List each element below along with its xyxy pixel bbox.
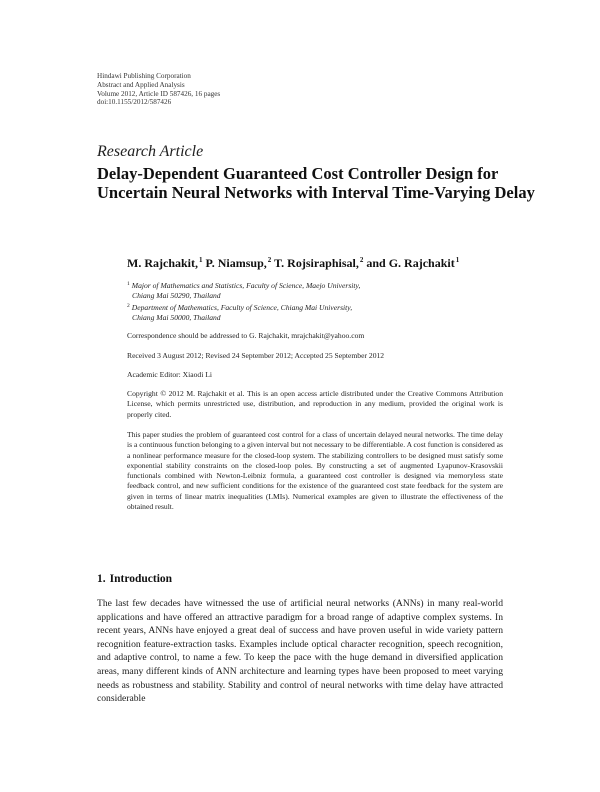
affiliation-line: Major of Mathematics and Statistics, Faculty of Science, Maejo University, xyxy=(131,281,361,290)
section-title: Introduction xyxy=(109,573,173,585)
paper-title: Delay-Dependent Guaranteed Cost Controller Design for Uncertain Neural Networks with Interval Time-Varying Delay xyxy=(97,164,535,203)
author-affiliation-mark: 2 xyxy=(359,256,364,264)
section-body: The last few decades have witnessed the use of artificial neural networks (ANNs) in many real-world applications and have offered an attractive paradigm for a broad range of adaptive complex systems. In recent years, ANNs have enjoyed a great deal of success and have proven useful in wide variety pattern recognition feature-extraction tasks. Examples include optical character recognition, speech recognition, and adaptive control, to name a few. To keep the pace with the huge demand in diversified application areas, many different kinds of ANN architecture and learning types have been proposed to meet varying needs as robustness and stability. Stability and control of neural networks with time delay have attracted considerable xyxy=(97,598,503,705)
author-list xyxy=(127,256,459,271)
volume-info: Volume 2012, Article ID 587426, 16 pages xyxy=(97,89,221,98)
affiliation-line: Chiang Mai 50000, Thailand xyxy=(132,313,221,323)
author-joiner: and xyxy=(366,256,386,270)
affiliation-line: Chiang Mai 50290, Thailand xyxy=(132,291,221,301)
author-affiliation-mark: 1 xyxy=(199,256,203,264)
section-number: 1. xyxy=(97,573,106,585)
abstract: This paper studies the problem of guaranteed cost control for a class of uncertain delayed neural networks. The time delay is a continuous function belonging to a given interval but not necessary to be differentiable. A cost function is considered as a nonlinear performance measure for the closed-loop system. The stabilizing controllers to be designed must satisfy some exponential stability constraints on the closed-loop poles. By constructing a set of augmented Lyapunov-Krasovskii functionals combined with Newton-Leibniz formula, a guaranteed cost controller is designed via memoryless state feedback control, and new sufficient conditions for the existence of the guaranteed cost state feedback for the system are given in terms of linear matrix inequalities (LMIs). Numerical examples are given to illustrate the effectiveness of the obtained result. xyxy=(127,430,503,512)
author-name: P. Niamsup, xyxy=(205,256,267,270)
article-type: Research Article xyxy=(97,143,204,160)
author-affiliation-mark: 1 xyxy=(455,256,460,264)
affiliation-mark: 2 xyxy=(127,303,130,309)
publisher-name: Hindawi Publishing Corporation xyxy=(97,72,191,80)
publication-dates: Received 3 August 2012; Revised 24 September 2012; Accepted 25 September 2012 xyxy=(127,351,385,360)
author-affiliation-mark: 2 xyxy=(267,256,272,264)
affiliation-line: Department of Mathematics, Faculty of Science, Chiang Mai University, xyxy=(131,303,353,312)
journal-name: Abstract and Applied Analysis xyxy=(97,80,185,89)
author-name: M. Rajchakit, xyxy=(127,256,198,270)
copyright-notice: Copyright © 2012 M. Rajchakit et al. This is an open access article distributed under the Creative Commons Attribution License, which permits unrestricted use, distribution, and reproduction in any medium, provided the original work is properly cited. xyxy=(127,389,503,419)
affiliation-2 xyxy=(127,301,507,323)
affiliation-mark: 1 xyxy=(127,281,130,287)
academic-editor: Academic Editor: Xiaodi Li xyxy=(127,370,212,379)
section-heading xyxy=(97,573,172,585)
correspondence: Correspondence should be addressed to G. Rajchakit, mrajchakit@yahoo.com xyxy=(127,331,365,340)
author-name: T. Rojsiraphisal, xyxy=(274,256,359,270)
journal-header xyxy=(97,72,220,107)
doi-link[interactable]: doi:10.1155/2012/587426 xyxy=(97,98,172,107)
affiliation-1 xyxy=(127,279,507,301)
author-name: G. Rajchakit xyxy=(388,256,455,270)
